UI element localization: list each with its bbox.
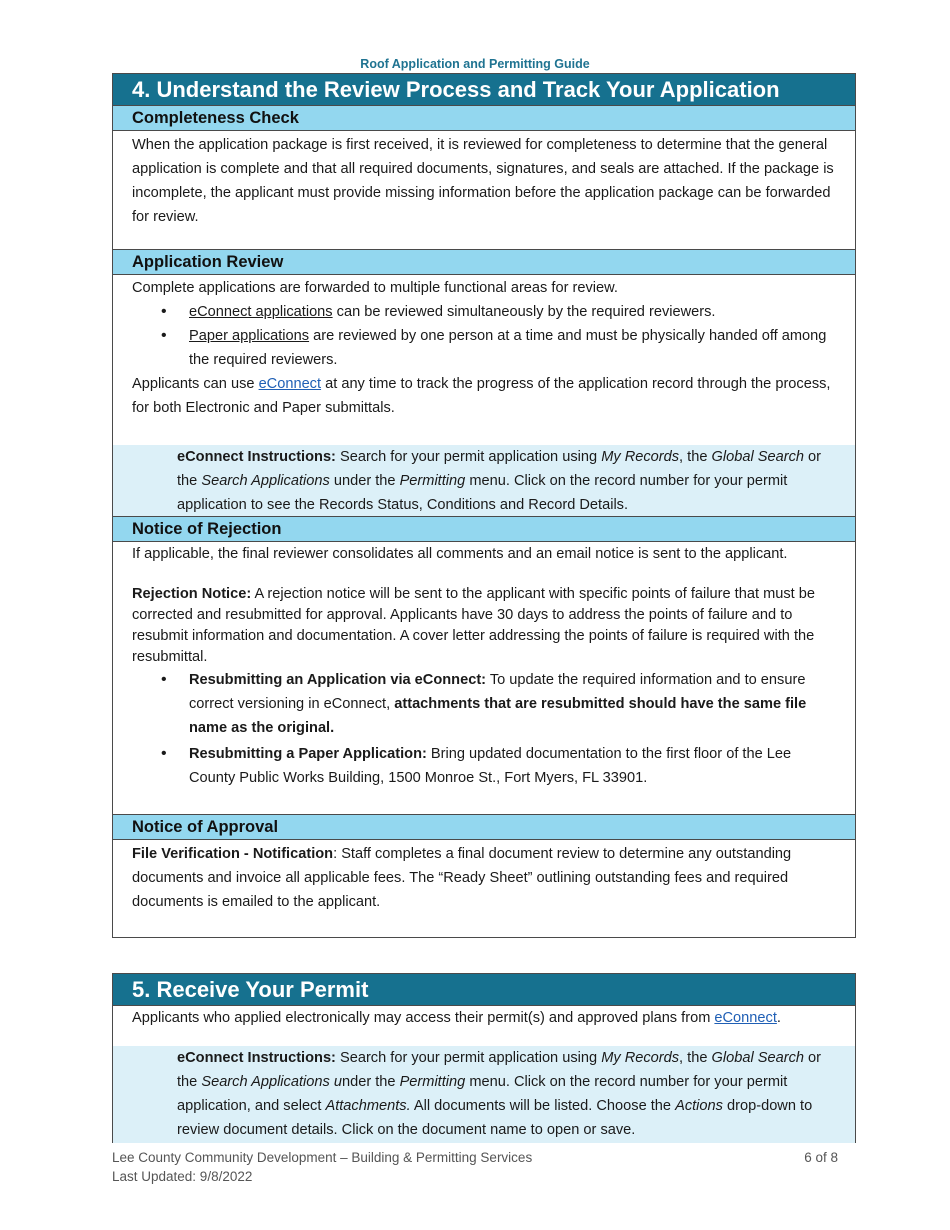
track-progress-text [132, 372, 841, 420]
text-span: Applicants who applied electronically may access their permit(s) and approved plans from [132, 1010, 715, 1026]
text-span: Search for your permit application using [335, 1050, 602, 1066]
text-span: All documents will be listed. Choose the [410, 1098, 676, 1114]
notice-of-approval-body [113, 840, 855, 914]
completeness-check-heading: Completeness Check [113, 105, 855, 131]
notice-of-rejection-body [113, 542, 855, 814]
text-span: under the [329, 473, 400, 489]
text-span: Search Applications u [201, 1074, 342, 1090]
econnect-instructions-box [113, 445, 855, 516]
econnect-instructions-text [177, 445, 833, 517]
text-span: Attachments. [325, 1098, 411, 1114]
econnect-applications-term: eConnect applications [189, 304, 333, 320]
review-bullet-list [132, 300, 841, 372]
application-review-intro: Complete applications are forwarded to multiple functional areas for review. [132, 280, 618, 296]
text-span: menu. Click on the record number for your permit application to see the Records Status, Conditions and Record Details. [177, 473, 788, 513]
rejection-notice-text [132, 584, 841, 668]
text-span: . [776, 1010, 781, 1026]
footer-page-number: 6 of 8 [804, 1150, 838, 1165]
instructions-label: eConnect Instructions: [177, 449, 336, 465]
approval-text [132, 842, 841, 914]
text-span: Search Applications [201, 473, 330, 489]
section-5-intro [132, 1006, 841, 1030]
econnect-instructions-box [113, 1046, 855, 1143]
econnect-instructions-text [177, 1046, 833, 1142]
text-span: Permitting [399, 473, 466, 489]
application-review-body [113, 275, 855, 445]
instructions-label: eConnect Instructions: [177, 1050, 336, 1066]
text-span: , the [679, 449, 712, 465]
text-span: nder the [341, 1074, 400, 1090]
text-span: Actions [675, 1098, 723, 1114]
section-5-body [113, 1006, 855, 1046]
text-span: or the [177, 449, 822, 489]
text-span: Global Search [711, 449, 804, 465]
text-span: attachments that are resubmitted should have the same file name as the original. [189, 696, 807, 736]
text-span: : Staff completes a final document review to determine any outstanding documents and invoice all applicable fees. The “Ready Sheet” outlining outstanding fees and required documents is emailed to the applicant. [132, 846, 792, 910]
rejection-intro: If applicable, the final reviewer consolidates all comments and an email notice is sent to the applicant. [132, 546, 788, 562]
bullet-text: are reviewed by one person at a time and must be physically handed off among the required reviewers. [189, 328, 827, 368]
list-item [189, 300, 841, 324]
paper-applications-term: Paper applications [189, 328, 310, 344]
bullet-label: Resubmitting a Paper Application: [189, 746, 427, 762]
text-span: drop-down to review document details. Click on the document name to open or save. [177, 1098, 813, 1138]
list-item [189, 324, 841, 372]
econnect-link[interactable]: eConnect [258, 376, 322, 392]
text-span: Applicants can use [132, 376, 259, 392]
list-item [189, 742, 841, 790]
section-5-title: 5. Receive Your Permit [113, 974, 855, 1006]
text-span: A rejection notice will be sent to the applicant with specific points of failure that must be corrected and resubmitted for approval. Applicants have 30 days to address the points of failure and to resubmit information and documentation. A cover letter addressing the points of failure is required with the resubmittal. [132, 586, 815, 665]
text-span: Permitting [399, 1074, 466, 1090]
text-span: at any time to track the progress of the application record through the process, for both Electronic and Paper submittals. [132, 376, 831, 416]
bullet-label: Resubmitting an Application via eConnect: [189, 672, 487, 688]
text-span: Search for your permit application using [335, 449, 602, 465]
file-verification-label: File Verification - Notification [132, 846, 334, 862]
completeness-check-text: When the application package is first received, it is reviewed for completeness to determine that the general application is complete and that all required documents, signatures, and seals are attached. If the package is incomplete, the applicant must provide missing information before the application package can be forwarded for review. [132, 137, 834, 225]
rejection-notice-label: Rejection Notice: [132, 586, 252, 602]
section-4 [112, 73, 856, 938]
footer-org: Lee County Community Development – Building & Permitting Services [112, 1150, 533, 1165]
completeness-check-body [113, 131, 855, 249]
econnect-link[interactable]: eConnect [714, 1010, 777, 1026]
text-span: Global Search [711, 1050, 804, 1066]
text-span: Bring updated documentation to the first floor of the Lee County Public Works Building, 1500 Monroe St., Fort Myers, FL 33901. [189, 746, 792, 786]
text-span: menu. Click on the record number for your permit application, and select [177, 1074, 788, 1114]
resubmission-bullet-list [132, 668, 841, 790]
footer-left [112, 1148, 532, 1186]
text-span: , the [679, 1050, 712, 1066]
notice-of-rejection-heading: Notice of Rejection [113, 516, 855, 542]
text-span: My Records [601, 449, 680, 465]
text-span: To update the required information and to ensure correct versioning in eConnect, [189, 672, 806, 712]
section-4-title: 4. Understand the Review Process and Track Your Application [113, 74, 855, 105]
section-5 [112, 973, 856, 1143]
running-title: Roof Application and Permitting Guide [360, 57, 590, 71]
footer-last-updated: Last Updated: 9/8/2022 [112, 1169, 253, 1184]
text-span: My Records [601, 1050, 680, 1066]
bullet-text: can be reviewed simultaneously by the required reviewers. [332, 304, 716, 320]
notice-of-approval-heading: Notice of Approval [113, 814, 855, 840]
application-review-heading: Application Review [113, 249, 855, 275]
list-item [189, 668, 841, 740]
text-span: or the [177, 1050, 822, 1090]
